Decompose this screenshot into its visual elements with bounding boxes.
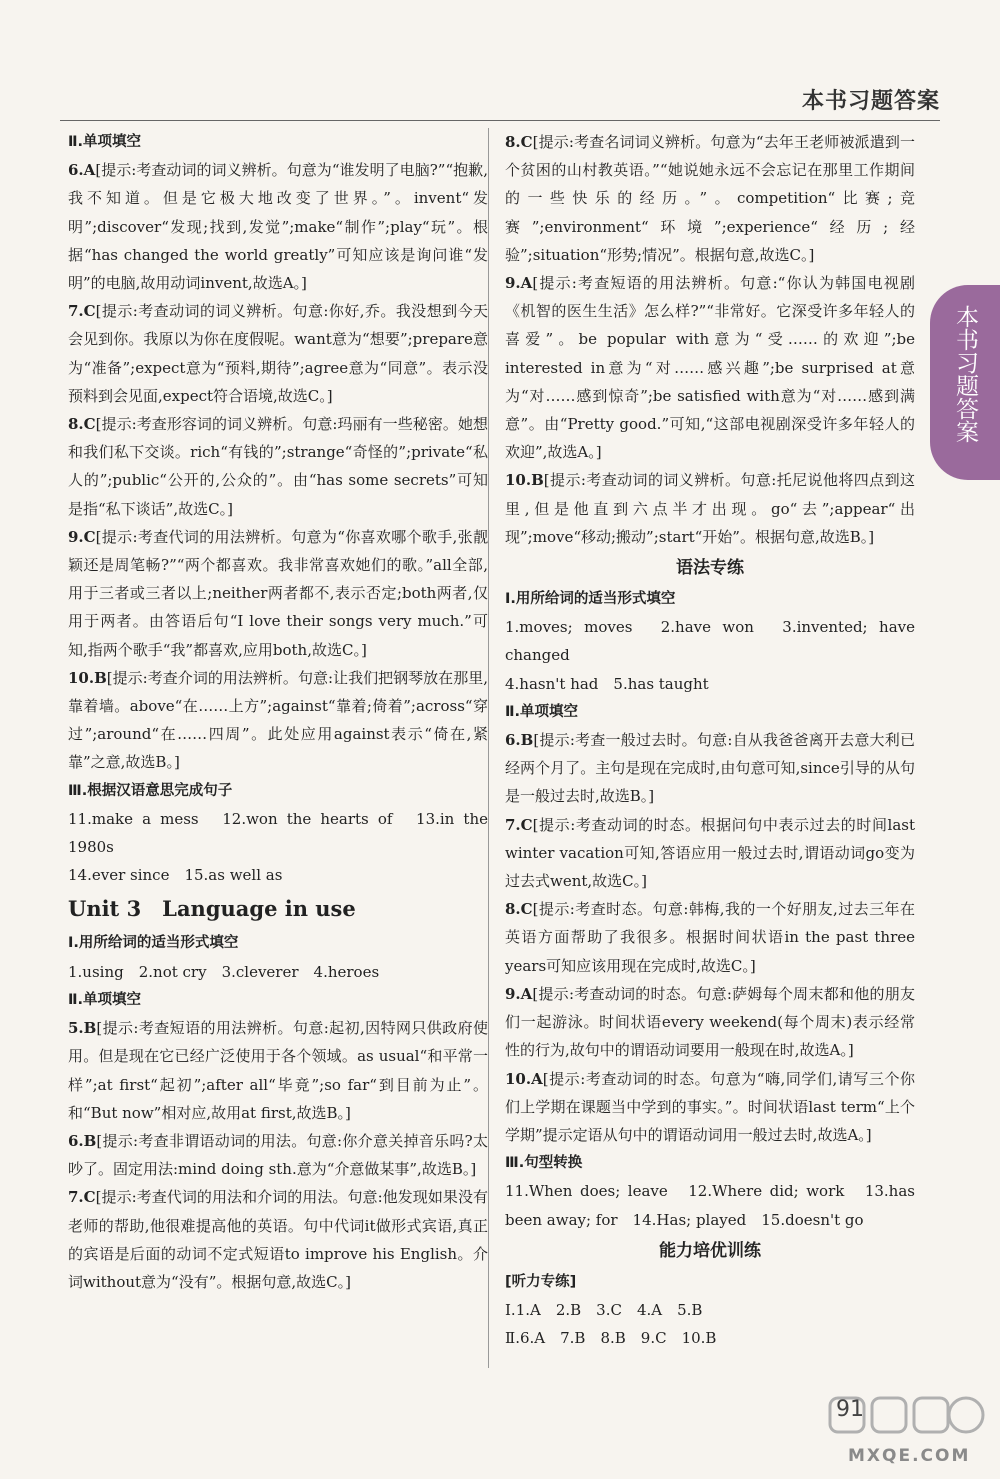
answer-item: [505, 1324, 915, 1352]
section-heading: [听力专练]: [505, 1273, 577, 1290]
answer-number: 6.B: [505, 731, 534, 750]
left-column: [68, 128, 488, 1296]
section-heading: Ⅰ.用所给词的适当形式填空: [505, 591, 676, 608]
answer-number: 8.C: [505, 900, 533, 919]
answer-text: 1.moves; moves 2.have won 3.invented; have changed: [505, 618, 915, 665]
answer-number: 5.B: [68, 1019, 97, 1038]
answer-item: [68, 1127, 488, 1183]
answer-item: [505, 613, 915, 669]
answer-number: 10.B: [68, 668, 107, 687]
section-heading: Ⅱ.单项填空: [68, 991, 142, 1008]
answer-text: [提示:考查一般过去时。句意:自从我爸爸离开去意大利已经两个月了。主句是现在完成时,由句意可知,since引导的从句是一般过去时,故选B。]: [505, 731, 915, 806]
answer-text: 11.When does; leave 12.Where did; work 13.has been away; for 14.Has; played 15.doesn't go: [505, 1182, 915, 1229]
answer-item: [68, 410, 488, 523]
answer-text: 1.using 2.not cry 3.cleverer 4.heroes: [68, 962, 380, 981]
answer-text: Ⅱ.6.A 7.B 8.B 9.C 10.B: [505, 1329, 717, 1348]
answer-text: [提示:考查时态。句意:韩梅,我的一个好朋友,过去三年在英语方面帮助了我很多。根据时间状语in the past three years可知应该用现在完成时,故选C。]: [505, 900, 915, 975]
answer-item: [68, 958, 488, 986]
answer-item: [505, 269, 915, 466]
answer-number: 8.C: [505, 133, 533, 151]
answer-item: [68, 523, 488, 664]
header-rule: [60, 120, 940, 121]
answer-item: [505, 895, 915, 980]
answer-item: [68, 156, 488, 297]
answer-text: [提示:考查动词的时态。根据问句中表示过去的时间last winter vacation可知,答语应用一般过去时,谓语动词go变为过去式went,故选C。]: [505, 815, 915, 891]
answer-number: 6.A: [68, 161, 96, 180]
watermark-text: MXQE.COM: [848, 1446, 971, 1466]
answer-text: [提示:考查动词的时态。句意为“嗨,同学们,请写三个你们上学期在课题当中学到的事实。”。时间状语last term“上个学期”提示定语从句中的谓语动词用一般过去时,故选A。]: [505, 1069, 915, 1144]
answer-item: [68, 1183, 488, 1296]
answer-item: [68, 297, 488, 410]
answer-number: 8.C: [68, 415, 96, 434]
answer-item: [505, 726, 915, 811]
answer-text: [提示:考查形容词的词义辨析。句意:玛丽有一些秘密。她想和我们私下交谈。rich“有钱的”;strange“奇怪的”;private“私人的”;public“公开的,公众的”。由“has some secrets”可知是指“私下谈话”,故选C。]: [68, 415, 488, 518]
answer-number: 7.C: [68, 1188, 96, 1207]
side-tab-label: 本书习题答案: [952, 305, 978, 443]
answer-item: [68, 861, 488, 889]
section-heading: Ⅱ.单项填空: [505, 703, 579, 720]
page-number: 91: [836, 1397, 864, 1422]
answer-item: [505, 811, 915, 896]
answer-text: [提示:考查代词的用法辨析。句意为“你喜欢哪个歌手,张靓颖还是周笔畅?”“两个都喜欢。我非常喜欢她们的歌。”all全部,用于三者或三者以上;neither两者都不,表示否定;both两者,仅用于两者。由答语后句“I love their songs very much.”可知,指两个歌手“我”都喜欢,应用both,故选C。]: [68, 527, 488, 659]
answer-text: [提示:考查短语的用法辨析。句意:起初,因特网只供政府使用。但是现在它已经广泛使用于各个领域。as usual“和平常一样”;at first“起初”;after all“毕竟”;so far“到目前为止”。和“But now”相对应,故用at first,故选B。]: [68, 1019, 488, 1122]
answer-text: [提示:考查动词的词义辨析。句意为“谁发明了电脑?”“抱歉,我不知道。但是它极大地改变了世界。”。invent“发明”;discover“发现;找到,发觉”;make“制作”;play“玩”。根据“has changed the world greatly”可知应该是询问谁“发明”的电脑,故用动词invent,故选A。]: [68, 161, 488, 293]
answer-text: [提示:考查动词的词义辨析。句意:你好,乔。我没想到今天会见到你。我原以为你在度假呢。want意为“想要”;prepare意为“准备”;expect意为“预料,期待”;agree意为“同意”。表示没预料到会见面,expect符合语境,故选C。]: [68, 302, 488, 405]
page-header: 本书习题答案: [801, 88, 940, 114]
answer-number: 9.A: [505, 984, 533, 1003]
answer-item: [505, 980, 915, 1065]
answer-number: 9.A: [505, 274, 533, 293]
section-heading: Ⅱ.单项填空: [68, 134, 142, 150]
section-title: 语法专练: [676, 558, 744, 579]
answer-text: [提示:考查非谓语动词的用法。句意:你介意关掉音乐吗?太吵了。固定用法:mind doing sth.意为“介意做某事”,故选B。]: [68, 1131, 488, 1179]
answer-item: [68, 664, 488, 777]
answer-text: 4.hasn't had 5.has taught: [505, 674, 709, 693]
answer-item: [68, 1014, 488, 1127]
answer-text: [提示:考查动词的时态。句意:萨姆每个周末都和他的朋友们一起游泳。时间状语every weekend(每个周末)表示经常性的行为,故句中的谓语动词要用一般现在时,故选A。]: [505, 984, 915, 1060]
answer-text: [提示:考查介词的用法辨析。句意:让我们把钢琴放在那里,靠着墙。above“在……上方”;against“靠着;倚着”;across“穿过”;around“在……四周”。此处应用against表示“倚在,紧靠”之意,故选B。]: [68, 668, 488, 772]
answer-item: [505, 466, 915, 551]
answer-number: 6.B: [68, 1131, 97, 1150]
answer-item: [505, 128, 915, 269]
section-title: 能力培优训练: [659, 1240, 761, 1261]
answer-text: 11.make a mess 12.won the hearts of 13.in the 1980s: [68, 809, 488, 857]
section-heading: Ⅲ.句型转换: [505, 1155, 583, 1172]
answer-text: [提示:考查动词的词义辨析。句意:托尼说他将四点到这里,但是他直到六点半才出现。go“去”;appear“出现”;move“移动;搬动”;start“开始”。根据句意,故选B。]: [505, 471, 915, 546]
answer-number: 7.C: [68, 302, 96, 321]
answer-text: [提示:考查名词词义辨析。句意为“去年王老师被派遣到一个贫困的山村教英语。”“她说她永远不会忘记在那里工作期间的一些快乐的经历。”。competition“比赛;竞赛”;environment“环境”;experience“经历;经验”;situation“形势;情况”。根据句意,故选C。]: [505, 133, 915, 264]
answer-item: [505, 1296, 915, 1324]
answer-number: 10.A: [505, 1069, 543, 1088]
answer-item: [68, 805, 488, 861]
answer-number: 7.C: [505, 815, 533, 834]
answer-text: Ⅰ.1.A 2.B 3.C 4.A 5.B: [505, 1300, 703, 1319]
section-heading: Ⅰ.用所给词的适当形式填空: [68, 935, 239, 952]
answer-item: [505, 1065, 915, 1150]
unit-heading: Unit 3 Language in use: [68, 896, 356, 922]
right-column: [505, 128, 915, 1352]
answer-text: [提示:考查短语的用法辨析。句意:“你认为韩国电视剧《机智的医生生活》怎么样?”“非常好。它深受许多年轻人的喜爱”。be popular with意为“受……的欢迎”;be interested in意为“对……感兴趣”;be surprised at意为“对……感到惊奇”;be satisfied with意为“对……感到满意”。由“Pretty good.”可知,“这部电视剧深受许多年轻人的欢迎”,故选A。]: [505, 274, 915, 462]
column-divider: [488, 128, 489, 1368]
section-heading: Ⅲ.根据汉语意思完成句子: [68, 782, 233, 799]
answer-item: [505, 1177, 915, 1233]
answer-text: [提示:考查代词的用法和介词的用法。句意:他发现如果没有老师的帮助,他很难提高他的英语。句中代词it做形式宾语,真正的宾语是后面的动词不定式短语to improve his English。介词without意为“没有”。根据句意,故选C。]: [68, 1188, 488, 1291]
answer-item: [505, 670, 915, 698]
answer-number: 10.B: [505, 471, 544, 490]
answer-number: 9.C: [68, 527, 96, 546]
answer-text: 14.ever since 15.as well as: [68, 866, 283, 885]
